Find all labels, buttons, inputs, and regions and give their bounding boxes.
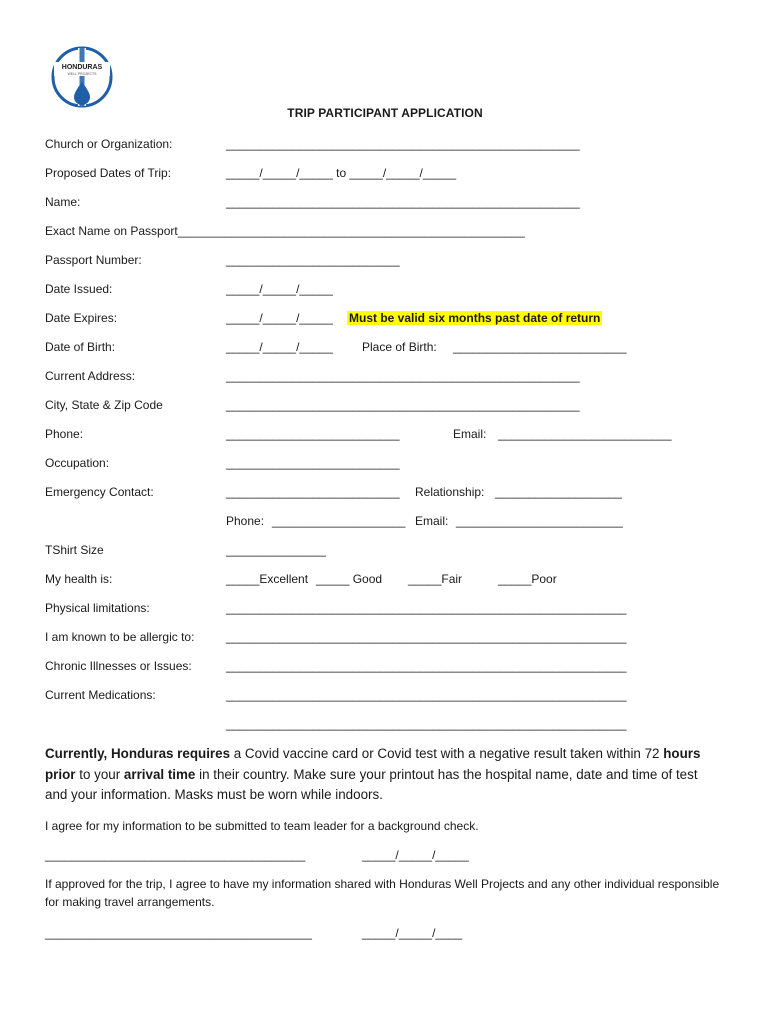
background-check-consent: I agree for my information to be submitted to team leader for a background check. <box>45 819 479 833</box>
church-field[interactable]: _____________________________________________________ <box>226 137 580 151</box>
address-label: Current Address: <box>45 369 136 383</box>
medications-field-2[interactable]: ____________________________________________________________ <box>226 717 627 731</box>
emergency-phone-label: Phone: <box>226 514 265 528</box>
emergency-phone-field[interactable]: ____________________ <box>272 514 406 528</box>
dob-field[interactable]: _____/_____/_____ <box>226 340 333 354</box>
chronic-illnesses-label: Chronic Illnesses or Issues: <box>45 659 192 673</box>
tshirt-size-label: TShirt Size <box>45 543 104 557</box>
address-field[interactable]: _____________________________________________________ <box>226 369 580 383</box>
form-title: TRIP PARTICIPANT APPLICATION <box>287 106 483 120</box>
trip-dates-label: Proposed Dates of Trip: <box>45 166 172 180</box>
honduras-well-projects-logo <box>50 44 114 110</box>
date-issued-label: Date Issued: <box>45 282 113 296</box>
logo-subtext: WELL PROJECTS <box>67 72 97 76</box>
covid-bold-2: hours prior <box>45 746 701 782</box>
name-label: Name: <box>45 195 81 209</box>
logo-text: HONDURAS <box>61 64 103 71</box>
relationship-label: Relationship: <box>415 485 485 499</box>
health-fair-option[interactable]: _____Fair <box>408 572 463 586</box>
physical-limitations-field[interactable]: ____________________________________________________________ <box>226 601 627 615</box>
passport-name-field[interactable]: ____________________________________________________ <box>177 224 525 238</box>
name-field[interactable]: _____________________________________________________ <box>226 195 580 209</box>
occupation-label: Occupation: <box>45 456 110 470</box>
email-label: Email: <box>453 427 487 441</box>
place-of-birth-label: Place of Birth: <box>362 340 437 354</box>
validity-highlight: Must be valid six months past date of return <box>349 311 601 325</box>
emergency-contact-label: Emergency Contact: <box>45 485 154 499</box>
passport-validity-note <box>347 310 602 326</box>
health-label: My health is: <box>45 572 113 586</box>
email-field[interactable]: __________________________ <box>498 427 672 441</box>
covid-bold-3: arrival time <box>123 766 196 782</box>
emergency-email-field[interactable]: _________________________ <box>456 514 623 528</box>
health-poor-option[interactable]: _____Poor <box>498 572 557 586</box>
allergies-field[interactable]: ____________________________________________________________ <box>226 630 627 644</box>
passport-name-row <box>45 223 525 239</box>
passport-number-label: Passport Number: <box>45 253 142 267</box>
tshirt-size-field[interactable]: _______________ <box>226 543 327 557</box>
health-excellent-option[interactable]: _____Excellent <box>226 572 309 586</box>
date-expires-field[interactable]: _____/_____/_____ <box>226 311 333 325</box>
city-state-zip-field[interactable]: _____________________________________________________ <box>226 398 580 412</box>
passport-number-field[interactable]: __________________________ <box>226 253 400 267</box>
medications-label: Current Medications: <box>45 688 156 702</box>
phone-label: Phone: <box>45 427 84 441</box>
medications-field[interactable]: ____________________________________________________________ <box>226 688 627 702</box>
occupation-field[interactable]: __________________________ <box>226 456 400 470</box>
covid-requirement-paragraph <box>45 744 720 806</box>
approval-date-field[interactable]: _____/_____/____ <box>362 926 463 940</box>
church-label: Church or Organization: <box>45 137 173 151</box>
emergency-contact-field[interactable]: __________________________ <box>226 485 400 499</box>
covid-text-3: in their country. Make sure your printout has the hospital name, date and time of test and your information. Masks must be worn while indoors. <box>45 766 698 802</box>
covid-text-1: a Covid vaccine card or Covid test with a negative result taken within 72 <box>230 746 664 761</box>
date-expires-label: Date Expires: <box>45 311 118 325</box>
date-issued-field[interactable]: _____/_____/_____ <box>226 282 333 296</box>
relationship-field[interactable]: ___________________ <box>495 485 622 499</box>
physical-limitations-label: Physical limitations: <box>45 601 150 615</box>
covid-text-2: to your <box>75 766 124 782</box>
place-of-birth-field[interactable]: __________________________ <box>453 340 627 354</box>
trip-dates-field[interactable]: _____/_____/_____ to _____/_____/_____ <box>226 166 457 180</box>
passport-name-label: Exact Name on Passport <box>45 224 178 238</box>
phone-field[interactable]: __________________________ <box>226 427 400 441</box>
background-date-field[interactable]: _____/_____/_____ <box>362 848 469 862</box>
allergies-label: I am known to be allergic to: <box>45 630 195 644</box>
emergency-email-label: Email: <box>415 514 449 528</box>
dob-label: Date of Birth: <box>45 340 116 354</box>
covid-bold-1: Currently, Honduras requires <box>45 746 231 761</box>
information-sharing-consent: If approved for the trip, I agree to have my information shared with Honduras Well Projects and any other individual responsible for making travel arrangements. <box>45 877 720 909</box>
approval-signature-field[interactable]: ________________________________________ <box>45 926 312 940</box>
city-state-zip-label: City, State & Zip Code <box>45 398 163 412</box>
background-signature-field[interactable]: _______________________________________ <box>45 848 306 862</box>
chronic-illnesses-field[interactable]: ____________________________________________________________ <box>226 659 627 673</box>
health-good-option[interactable]: _____ Good <box>316 572 383 586</box>
